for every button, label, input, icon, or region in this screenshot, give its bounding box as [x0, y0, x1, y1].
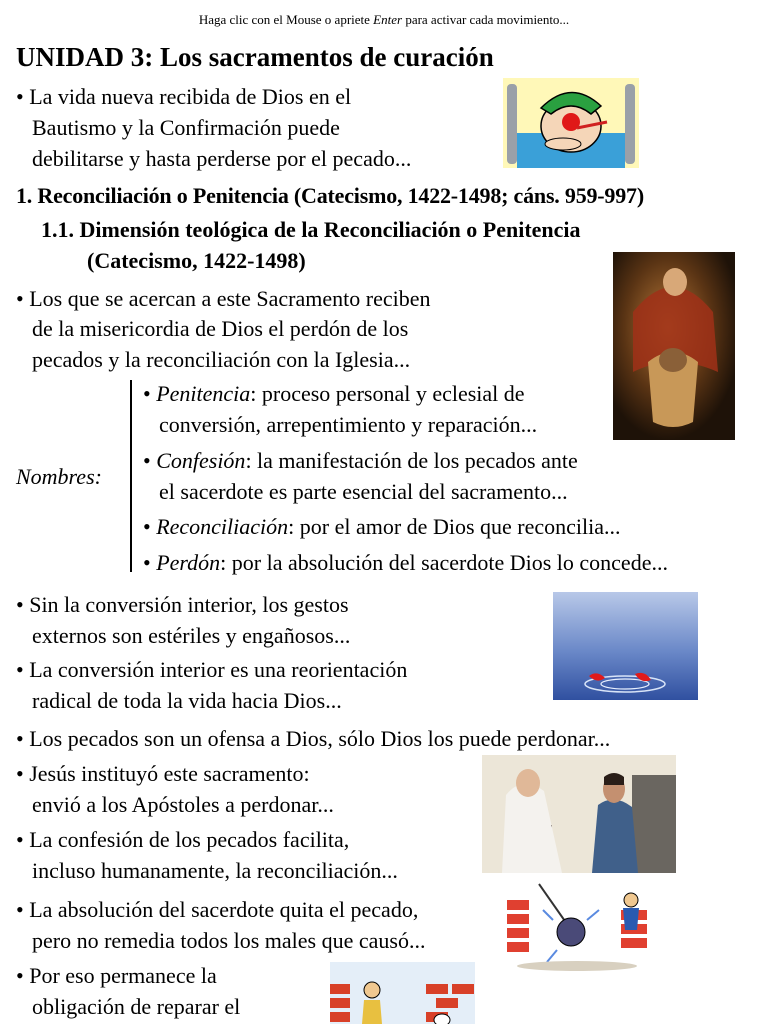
bullet-reparation-line-1: • Por eso permanece la: [16, 963, 217, 988]
pope-confession-photo: [482, 755, 676, 873]
instruction-hint: [0, 12, 768, 28]
names-label: Nombres:: [16, 464, 102, 489]
bullet-sacrament-line-3: pecados y la reconciliación con la Iglesia...: [32, 347, 411, 372]
wall-repair-cartoon-image: [330, 962, 475, 1024]
bullet-jesus-line-1: • Jesús instituyó este sacramento:: [16, 761, 310, 786]
name-item-reconciliacion: • Reconciliación: por el amor de Dios que reconcilia...: [143, 514, 621, 539]
bullet-reorientation-line-2: radical de toda la vida hacia Dios...: [32, 688, 342, 713]
hint-key: Enter: [373, 12, 403, 27]
intro-line-2: Bautismo y la Confirmación puede: [32, 115, 340, 140]
section-heading-reconciliation: 1. Reconciliación o Penitencia (Catecismo, 1422-1498; cáns. 959-997): [16, 183, 644, 208]
intro-line-3: debilitarse y hasta perderse por el pecado...: [32, 146, 412, 171]
names-divider: [130, 380, 132, 572]
prodigal-son-painting-image: [613, 252, 735, 440]
bullet-reorientation-line-1: • La conversión interior es una reorientación: [16, 657, 408, 682]
bullet-sins-offense: • Los pecados son un ofensa a Dios, sólo Dios los puede perdonar...: [16, 726, 611, 751]
hint-text-before: Haga clic con el Mouse o apriete: [198, 12, 374, 27]
name-item-perdon: • Perdón: por la absolución del sacerdote Dios lo concede...: [143, 550, 668, 575]
sick-patient-cartoon-image: [503, 78, 639, 168]
bullet-reparation-line-2: obligación de reparar el: [32, 994, 241, 1019]
name-item-confesion: • Confesión: la manifestación de los pecados ante: [143, 448, 578, 473]
bullet-sacrament-line-1: • Los que se acercan a este Sacramento reciben: [16, 286, 431, 311]
bullet-jesus-line-2: envió a los Apóstoles a perdonar...: [32, 792, 334, 817]
subsection-heading-line-1: 1.1. Dimensión teológica de la Reconciliación o Penitencia: [41, 217, 581, 242]
bullet-confession-line-2: incluso humanamente, la reconciliación...: [32, 858, 398, 883]
name-item-confesion-line-2: el sacerdote es parte esencial del sacramento...: [159, 479, 568, 504]
bullet-conversion-line-1: • Sin la conversión interior, los gestos: [16, 592, 349, 617]
name-term: Penitencia: [156, 381, 251, 406]
name-term: Reconciliación: [156, 514, 289, 539]
page-title: UNIDAD 3: Los sacramentos de curación: [16, 42, 494, 72]
hint-text-after: para activar cada movimiento...: [402, 12, 570, 27]
bullet-absolution-line-1: • La absolución del sacerdote quita el pecado,: [16, 897, 419, 922]
water-drops-image: [553, 592, 698, 700]
bullet-conversion-line-2: externos son estériles y engañosos...: [32, 623, 351, 648]
bullet-absolution-line-2: pero no remedia todos los males que causó...: [32, 928, 426, 953]
wrecking-ball-cartoon-image: [503, 880, 651, 974]
name-term: Perdón: [156, 550, 221, 575]
name-term: Confesión: [156, 448, 246, 473]
name-item-penitencia-line-2: conversión, arrepentimiento y reparación...: [159, 412, 538, 437]
subsection-heading-line-2: (Catecismo, 1422-1498): [87, 248, 306, 273]
bullet-sacrament-line-2: de la misericordia de Dios el perdón de los: [32, 316, 409, 341]
bullet-confession-line-1: • La confesión de los pecados facilita,: [16, 827, 350, 852]
name-item-penitencia: • Penitencia: proceso personal y eclesial de: [143, 381, 525, 406]
intro-line-1: • La vida nueva recibida de Dios en el: [16, 84, 352, 109]
